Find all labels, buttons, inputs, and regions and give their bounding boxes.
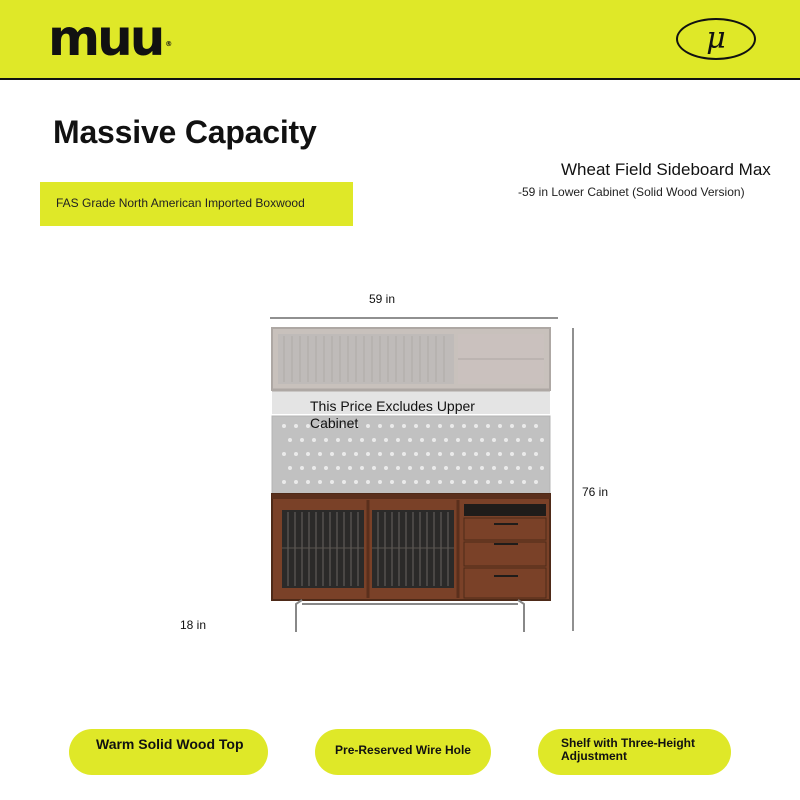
mu-badge-glyph: μ (706, 21, 726, 56)
feature-pill-shelf-adjust[interactable] (538, 729, 731, 775)
material-tagline (40, 182, 353, 226)
product-subtitle: -59 in Lower Cabinet (Solid Wood Version) (518, 185, 745, 199)
metal-base (296, 600, 524, 632)
feature-label: Warm Solid Wood Top (96, 736, 244, 752)
brand-name: muu (48, 9, 163, 67)
mu-badge-icon (676, 18, 756, 60)
trademark-symbol: ® (165, 40, 173, 48)
width-dimension-label: 59 in (369, 292, 396, 306)
brand-logo[interactable] (48, 9, 173, 67)
feature-label: Shelf with Three-Height Adjustment (561, 736, 696, 764)
height-dimension-label: 76 in (582, 485, 609, 499)
feature-label: Pre-Reserved Wire Hole (335, 743, 471, 757)
brand-header (0, 0, 800, 80)
depth-dimension-label: 18 in (180, 618, 207, 632)
upper-cabinet-price-note: This Price Excludes Upper Cabinet (310, 398, 475, 431)
feature-pill-wire-hole[interactable] (315, 729, 491, 775)
material-tagline-text: FAS Grade North American Imported Boxwood (56, 196, 305, 210)
page-title: Massive Capacity (53, 114, 317, 150)
feature-pill-wood-top[interactable] (69, 729, 268, 775)
lower-cabinet (272, 494, 550, 600)
sideboard-illustration (262, 308, 592, 638)
product-name: Wheat Field Sideboard Max (561, 160, 771, 179)
